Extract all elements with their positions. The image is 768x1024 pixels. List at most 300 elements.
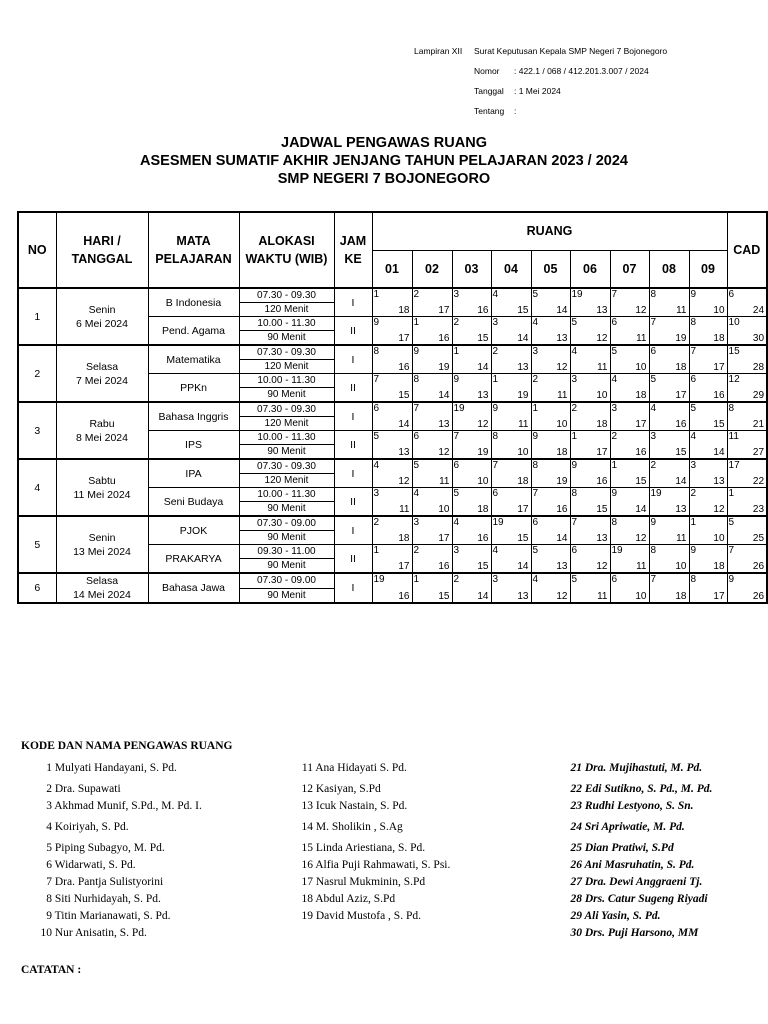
- pengawas-code-1: 9: [532, 431, 539, 442]
- row-number: 2: [18, 345, 56, 402]
- room-cell-02: [412, 374, 452, 403]
- pengawas-code-1: 4: [690, 431, 697, 442]
- pengawas-code-2: 10: [596, 390, 608, 401]
- pengawas-number: 21: [570, 762, 582, 774]
- pengawas-code-2: 16: [675, 419, 687, 430]
- pengawas-code-2: 18: [398, 533, 410, 544]
- room-cell-05: [531, 488, 570, 517]
- room-cell-06: [570, 288, 610, 317]
- list-item: [560, 859, 694, 871]
- room-header-03: 03: [452, 250, 491, 288]
- pengawas-code-1: 4: [492, 545, 499, 556]
- subject-cell: PJOK: [148, 516, 239, 545]
- pengawas-code-2: 18: [517, 476, 529, 487]
- day-date-cell: [56, 516, 148, 573]
- pengawas-code-2: 19: [517, 390, 529, 401]
- pengawas-code-1: 8: [492, 431, 499, 442]
- pengawas-number: 28: [570, 893, 582, 905]
- pengawas-code-1: 1: [413, 317, 420, 328]
- list-item: [288, 821, 403, 833]
- pengawas-code-2: 14: [477, 362, 489, 373]
- pengawas-code-1: 19: [492, 517, 504, 528]
- room-cell-07: [610, 431, 649, 460]
- room-cell-09: [689, 545, 727, 574]
- room-cell-01: [372, 459, 412, 488]
- jam-ke-cell: II: [334, 374, 372, 403]
- room-cell-03: [452, 459, 491, 488]
- pengawas-name: Piping Subagyo, M. Pd.: [54, 842, 165, 854]
- pengawas-number: 8: [46, 893, 52, 905]
- room-cell-03: [452, 402, 491, 431]
- pengawas-name: M. Sholikin , S.Ag: [315, 821, 403, 833]
- list-item: [20, 910, 171, 922]
- pengawas-code-2: 11: [597, 591, 608, 602]
- room-header-05: 05: [531, 250, 570, 288]
- pengawas-code-1: 1: [532, 403, 539, 414]
- pengawas-code-2: 10: [713, 533, 725, 544]
- room-cell-01: [372, 488, 412, 517]
- room-cell-02: [412, 345, 452, 374]
- pengawas-number: 12: [301, 783, 313, 795]
- pengawas-code-1: 5: [413, 460, 420, 471]
- pengawas-code-1: 4: [532, 317, 539, 328]
- cadangan-code-2: 28: [752, 362, 765, 373]
- pengawas-code-2: 16: [596, 476, 608, 487]
- pengawas-name: David Mustofa , S. Pd.: [315, 910, 421, 922]
- cadangan-code-2: 25: [752, 533, 765, 544]
- pengawas-code-2: 14: [398, 419, 410, 430]
- row-number: 4: [18, 459, 56, 516]
- table-row: [18, 288, 767, 303]
- pengawas-code-2: 14: [635, 504, 647, 515]
- pengawas-name: Rudhi Lestyono, S. Sn.: [584, 800, 694, 812]
- date-text: 8 Mei 2024: [76, 431, 128, 444]
- room-cell-08: [649, 288, 689, 317]
- list-item: [288, 800, 407, 812]
- table-row: [18, 516, 767, 531]
- pengawas-code-1: 5: [532, 545, 539, 556]
- pengawas-code-1: 9: [650, 517, 657, 528]
- table-row: [18, 402, 767, 417]
- pengawas-code-2: 17: [635, 419, 647, 430]
- pengawas-number: 24: [570, 821, 582, 833]
- header-alokasi: ALOKASI WAKTU (WIB): [239, 212, 334, 288]
- pengawas-code-2: 15: [517, 533, 529, 544]
- room-cell-05: [531, 431, 570, 460]
- pengawas-code-2: 16: [713, 390, 725, 401]
- pengawas-code-1: 8: [373, 346, 380, 357]
- pengawas-code-2: 12: [713, 504, 725, 515]
- room-cell-01: [372, 516, 412, 545]
- pengawas-code-1: 8: [532, 460, 539, 471]
- pengawas-code-1: 3: [373, 488, 380, 499]
- time-range: 07.30 - 09.00: [239, 516, 334, 531]
- pengawas-number: 2: [46, 783, 52, 795]
- pengawas-code-1: 7: [571, 517, 578, 528]
- room-cell-01: [372, 545, 412, 574]
- pengawas-code-2: 14: [556, 305, 568, 316]
- room-cell-08: [649, 516, 689, 545]
- pengawas-code-2: 12: [635, 305, 647, 316]
- pengawas-code-2: 15: [675, 447, 687, 458]
- pengawas-code-2: 14: [477, 591, 489, 602]
- pengawas-code-2: 10: [517, 447, 529, 458]
- pengawas-code-2: 17: [713, 362, 725, 373]
- room-cell-01: [372, 288, 412, 317]
- pengawas-code-1: 5: [453, 488, 460, 499]
- pengawas-code-1: 4: [611, 374, 618, 385]
- pengawas-code-2: 16: [398, 591, 410, 602]
- pengawas-code-1: 9: [453, 374, 460, 385]
- pengawas-code-1: 1: [690, 517, 697, 528]
- pengawas-code-1: 9: [690, 545, 697, 556]
- pengawas-code-1: 3: [492, 317, 499, 328]
- list-item: [20, 762, 177, 774]
- room-cell-03: [452, 431, 491, 460]
- pengawas-code-1: 3: [453, 289, 460, 300]
- list-item: [288, 910, 421, 922]
- pengawas-number: 13: [301, 800, 313, 812]
- pengawas-code-1: 9: [690, 289, 697, 300]
- cadangan-code-1: 8: [728, 403, 735, 414]
- time-range: 07.30 - 09.30: [239, 402, 334, 417]
- list-item: [20, 783, 121, 795]
- pengawas-number: 14: [301, 821, 313, 833]
- pengawas-code-2: 18: [713, 333, 725, 344]
- cadangan-cell: [727, 345, 767, 374]
- subject-cell: PRAKARYA: [148, 545, 239, 574]
- pengawas-code-2: 14: [517, 333, 529, 344]
- pengawas-number: 27: [570, 876, 582, 888]
- pengawas-name: Ana Hidayati S. Pd.: [315, 762, 407, 774]
- cadangan-code-2: 24: [752, 305, 765, 316]
- header-hari: HARI / TANGGAL: [56, 212, 148, 288]
- pengawas-code-2: 13: [517, 591, 529, 602]
- pengawas-code-1: 5: [650, 374, 657, 385]
- pengawas-code-2: 14: [517, 561, 529, 572]
- pengawas-number: 30: [570, 927, 582, 939]
- pengawas-number: 1: [46, 762, 52, 774]
- pengawas-code-2: 12: [477, 419, 489, 430]
- room-cell-07: [610, 459, 649, 488]
- pengawas-code-2: 13: [713, 476, 725, 487]
- pengawas-code-1: 8: [413, 374, 420, 385]
- pengawas-code-2: 15: [477, 561, 489, 572]
- subject-cell: PPKn: [148, 374, 239, 403]
- pengawas-code-1: 1: [453, 346, 460, 357]
- room-cell-08: [649, 573, 689, 603]
- pengawas-code-2: 11: [636, 561, 647, 572]
- list-item: [560, 821, 685, 833]
- room-cell-06: [570, 402, 610, 431]
- list-item: [560, 893, 708, 905]
- room-cell-04: [491, 459, 531, 488]
- pengawas-number: 6: [46, 859, 52, 871]
- pengawas-code-1: 19: [373, 574, 385, 585]
- cadangan-cell: [727, 288, 767, 317]
- room-header-09: 09: [689, 250, 727, 288]
- pengawas-name: Dra. Supawati: [54, 783, 121, 795]
- pengawas-code-2: 11: [676, 305, 687, 316]
- subject-cell: IPA: [148, 459, 239, 488]
- surat-text: Surat Keputusan Kepala SMP Negeri 7 Bojonegoro: [474, 46, 668, 56]
- row-number: 1: [18, 288, 56, 345]
- jam-ke-cell: II: [334, 317, 372, 346]
- pengawas-code-1: 3: [611, 403, 618, 414]
- pengawas-code-2: 19: [556, 476, 568, 487]
- duration: 120 Menit: [239, 474, 334, 488]
- room-cell-07: [610, 573, 649, 603]
- list-item: [288, 762, 407, 774]
- room-header-04: 04: [491, 250, 531, 288]
- pengawas-code-1: 1: [373, 545, 380, 556]
- tentang-value: :: [514, 106, 517, 116]
- room-cell-09: [689, 573, 727, 603]
- pengawas-name: Sri Apriwatie, M. Pd.: [584, 821, 685, 833]
- room-cell-04: [491, 516, 531, 545]
- room-cell-07: [610, 317, 649, 346]
- pengawas-name: Dra. Dewi Anggraeni Tj.: [584, 876, 703, 888]
- room-cell-09: [689, 488, 727, 517]
- pengawas-number: 23: [570, 800, 582, 812]
- pengawas-code-2: 11: [439, 476, 450, 487]
- day-name: Senin: [88, 303, 116, 316]
- pengawas-code-1: 4: [492, 289, 499, 300]
- room-cell-02: [412, 317, 452, 346]
- cadangan-code-1: 15: [728, 346, 740, 357]
- page-title: [0, 134, 768, 188]
- pengawas-code-1: 9: [611, 488, 618, 499]
- pengawas-code-2: 19: [675, 333, 687, 344]
- row-number: 5: [18, 516, 56, 573]
- pengawas-code-1: 2: [413, 289, 420, 300]
- duration: 90 Menit: [239, 531, 334, 545]
- cadangan-cell: [727, 317, 767, 346]
- room-cell-03: [452, 317, 491, 346]
- pengawas-code-2: 11: [557, 390, 568, 401]
- pengawas-code-1: 1: [413, 574, 420, 585]
- pengawas-name: Nasrul Mukminin, S.Pd: [315, 876, 426, 888]
- pengawas-code-1: 2: [492, 346, 499, 357]
- pengawas-code-2: 14: [438, 390, 450, 401]
- room-cell-04: [491, 374, 531, 403]
- pengawas-code-1: 3: [413, 517, 420, 528]
- room-cell-09: [689, 516, 727, 545]
- jam-ke-cell: I: [334, 459, 372, 488]
- pengawas-code-2: 11: [636, 333, 647, 344]
- date-text: 14 Mei 2024: [73, 589, 131, 601]
- pengawas-code-1: 19: [571, 289, 583, 300]
- room-cell-07: [610, 345, 649, 374]
- room-cell-03: [452, 345, 491, 374]
- pengawas-name: Dra. Mujihastuti, M. Pd.: [584, 762, 703, 774]
- day-date-cell: [56, 402, 148, 459]
- room-cell-06: [570, 545, 610, 574]
- pengawas-code-2: 17: [596, 447, 608, 458]
- room-cell-02: [412, 288, 452, 317]
- time-range: 09.30 - 11.00: [239, 545, 334, 559]
- pengawas-code-1: 7: [532, 488, 539, 499]
- pengawas-code-2: 14: [556, 533, 568, 544]
- room-cell-01: [372, 345, 412, 374]
- pengawas-code-2: 18: [477, 504, 489, 515]
- pengawas-code-2: 10: [635, 591, 647, 602]
- pengawas-code-2: 10: [635, 362, 647, 373]
- pengawas-code-2: 14: [713, 447, 725, 458]
- day-name: Sabtu: [88, 474, 116, 487]
- room-cell-06: [570, 431, 610, 460]
- pengawas-code-1: 3: [492, 574, 499, 585]
- pengawas-code-2: 12: [398, 476, 410, 487]
- time-range: 10.00 - 11.30: [239, 374, 334, 388]
- pengawas-code-2: 18: [635, 390, 647, 401]
- pengawas-code-1: 7: [650, 317, 657, 328]
- cadangan-code-2: 27: [752, 447, 765, 458]
- pengawas-code-1: 1: [373, 289, 380, 300]
- room-cell-05: [531, 345, 570, 374]
- pengawas-code-2: 13: [477, 390, 489, 401]
- cadangan-code-1: 5: [728, 517, 735, 528]
- list-item: [20, 800, 202, 812]
- title-line-2: ASESMEN SUMATIF AKHIR JENJANG TAHUN PELAJARAN 2023 / 2024: [140, 153, 628, 169]
- pengawas-code-1: 6: [611, 574, 618, 585]
- list-item: [288, 783, 381, 795]
- room-cell-06: [570, 374, 610, 403]
- day-date-cell: [56, 345, 148, 402]
- pengawas-code-2: 15: [477, 333, 489, 344]
- pengawas-code-1: 7: [453, 431, 460, 442]
- room-cell-09: [689, 374, 727, 403]
- pengawas-code-2: 16: [398, 362, 410, 373]
- room-cell-09: [689, 431, 727, 460]
- pengawas-name: Dian Pratiwi, S.Pd: [584, 842, 674, 854]
- pengawas-name: Dra. Pantja Sulistyorini: [54, 876, 164, 888]
- cadangan-cell: [727, 516, 767, 545]
- pengawas-code-2: 18: [713, 561, 725, 572]
- pengawas-name: Kasiyan, S.Pd: [315, 783, 381, 795]
- pengawas-code-2: 12: [438, 447, 450, 458]
- pengawas-code-1: 5: [532, 289, 539, 300]
- pengawas-name: Linda Ariestiana, S. Pd.: [315, 842, 426, 854]
- pengawas-name: Drs. Puji Harsono, MM: [584, 927, 699, 939]
- cadangan-cell: [727, 573, 767, 603]
- time-range: 07.30 - 09.30: [239, 288, 334, 303]
- room-cell-07: [610, 516, 649, 545]
- pengawas-code-2: 18: [556, 447, 568, 458]
- pengawas-code-1: 3: [571, 374, 578, 385]
- pengawas-code-1: 3: [690, 460, 697, 471]
- room-cell-04: [491, 317, 531, 346]
- room-cell-03: [452, 516, 491, 545]
- room-cell-02: [412, 516, 452, 545]
- pengawas-code-1: 6: [690, 374, 697, 385]
- duration: 90 Menit: [239, 588, 334, 603]
- pengawas-code-1: 2: [650, 460, 657, 471]
- duration: 90 Menit: [239, 502, 334, 517]
- pengawas-code-1: 5: [611, 346, 618, 357]
- list-item: [20, 842, 165, 854]
- kode-title: KODE DAN NAMA PENGAWAS RUANG: [21, 740, 233, 752]
- pengawas-code-1: 4: [413, 488, 420, 499]
- tanggal-value: : 1 Mei 2024: [514, 86, 561, 96]
- room-cell-02: [412, 545, 452, 574]
- pengawas-code-1: 6: [571, 545, 578, 556]
- pengawas-number: 15: [301, 842, 313, 854]
- pengawas-code-2: 12: [596, 561, 608, 572]
- pengawas-code-1: 4: [373, 460, 380, 471]
- pengawas-code-1: 6: [453, 460, 460, 471]
- room-cell-05: [531, 402, 570, 431]
- pengawas-code-1: 2: [413, 545, 420, 556]
- duration: 120 Menit: [239, 303, 334, 317]
- pengawas-code-1: 19: [611, 545, 623, 556]
- time-range: 07.30 - 09.00: [239, 573, 334, 588]
- list-item: [560, 910, 661, 922]
- room-cell-08: [649, 345, 689, 374]
- catatan-label: CATATAN :: [21, 964, 82, 976]
- time-range: 07.30 - 09.30: [239, 459, 334, 474]
- tentang-label: Tentang: [474, 106, 505, 116]
- pengawas-code-1: 8: [650, 289, 657, 300]
- pengawas-name: Icuk Nastain, S. Pd.: [315, 800, 408, 812]
- room-cell-04: [491, 431, 531, 460]
- room-cell-02: [412, 431, 452, 460]
- header-jam: JAM KE: [334, 212, 372, 288]
- pengawas-number: 22: [570, 783, 582, 795]
- day-name: Selasa: [85, 360, 119, 373]
- pengawas-number: 26: [570, 859, 582, 871]
- pengawas-code-2: 11: [399, 504, 410, 515]
- pengawas-number: 17: [301, 876, 313, 888]
- list-item: [560, 762, 702, 774]
- pengawas-code-1: 7: [690, 346, 697, 357]
- pengawas-code-2: 18: [398, 305, 410, 316]
- room-cell-08: [649, 402, 689, 431]
- room-cell-03: [452, 488, 491, 517]
- jam-ke-cell: I: [334, 516, 372, 545]
- pengawas-code-1: 7: [611, 289, 618, 300]
- pengawas-code-2: 12: [635, 533, 647, 544]
- pengawas-code-1: 2: [571, 403, 578, 414]
- pengawas-number: 18: [301, 893, 313, 905]
- room-cell-08: [649, 431, 689, 460]
- duration: 90 Menit: [239, 445, 334, 460]
- pengawas-code-1: 2: [532, 374, 539, 385]
- cadangan-code-2: 26: [752, 561, 765, 572]
- pengawas-number: 25: [570, 842, 582, 854]
- nomor-label: Nomor: [474, 66, 500, 76]
- jam-ke-cell: II: [334, 431, 372, 460]
- pengawas-code-2: 15: [438, 591, 450, 602]
- list-item: [20, 821, 129, 833]
- room-cell-09: [689, 288, 727, 317]
- pengawas-code-2: 16: [438, 561, 450, 572]
- pengawas-code-2: 10: [477, 476, 489, 487]
- pengawas-number: 4: [46, 821, 52, 833]
- date-text: 11 Mei 2024: [73, 488, 131, 501]
- cadangan-code-2: 26: [752, 591, 765, 602]
- room-cell-06: [570, 345, 610, 374]
- document-header: [414, 41, 667, 121]
- pengawas-code-1: 5: [373, 431, 380, 442]
- list-item: [560, 927, 698, 939]
- room-header-06: 06: [570, 250, 610, 288]
- pengawas-number: 9: [46, 910, 52, 922]
- pengawas-code-1: 19: [650, 488, 662, 499]
- pengawas-name: Drs. Catur Sugeng Riyadi: [584, 893, 708, 905]
- pengawas-code-1: 4: [571, 346, 578, 357]
- pengawas-name: Abdul Aziz, S.Pd: [315, 893, 396, 905]
